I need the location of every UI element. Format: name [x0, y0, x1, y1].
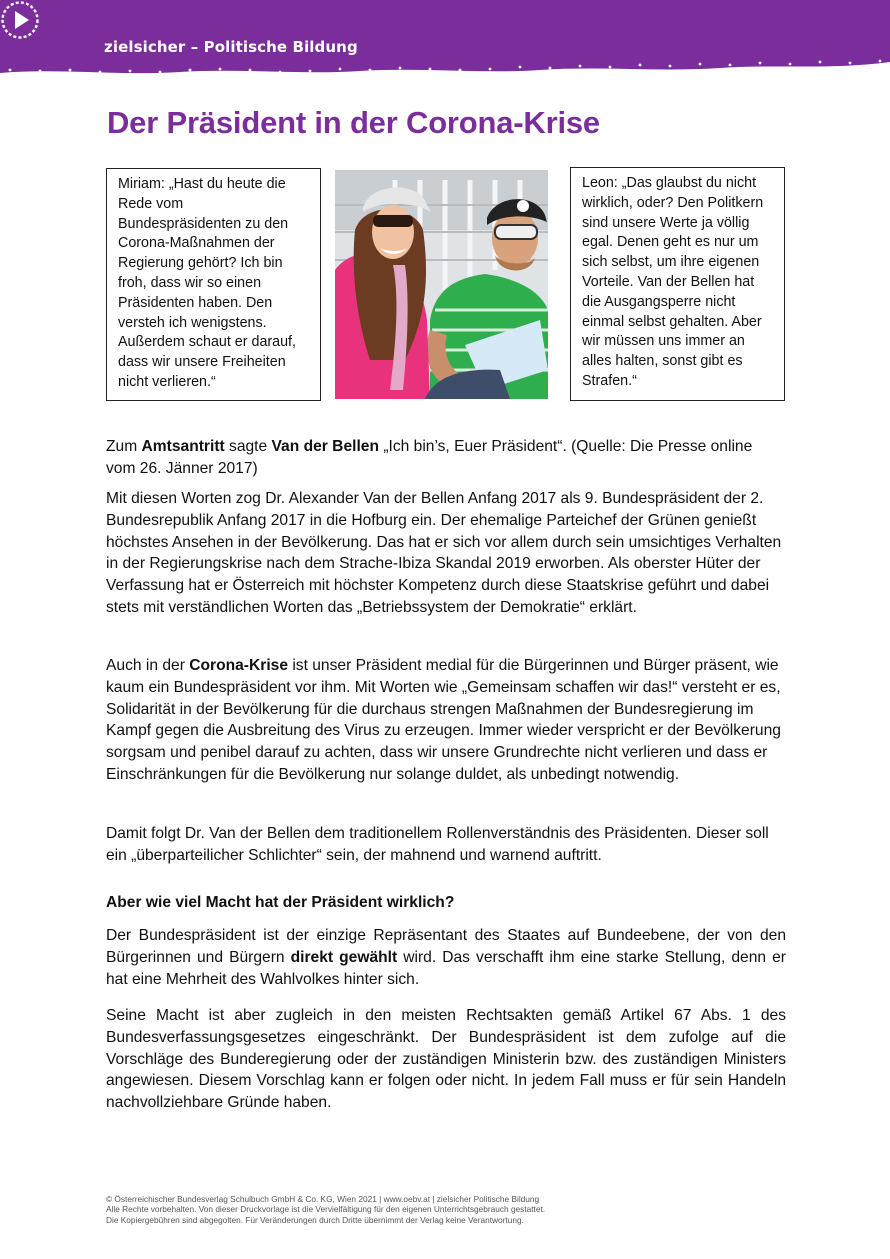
paragraph-hofburg: Mit diesen Worten zog Dr. Alexander Van der Bellen Anfang 2017 als 9. Bundespräsident der 2. Bundesrepublik Anfang 2017 in die Hofburg ein. Der ehemalige Parteichef der Grünen genießt höchstes Ansehen in der Bevölkerung. Das hat er sich vor allem durch sein umsichtiges Verhalten in der Regierungskrise nach dem Strache-Ibiza Skandal 2019 erworben. Als oberster Hüter der Verfassung hat er Österreich mit höchster Kompetenz durch diese Staatskrise geführt und dabei stets mit verständlichen Worten das „Betriebssystem der Demokratie“ erklärt.: [106, 490, 782, 616]
paragraph-intro: Zum Amtsantritt sagte Van der Bellen „Ich bin’s, Euer Präsident“. (Quelle: Die Presse online vom 26. Jänner 2017): [106, 438, 753, 477]
speech-box-miriam: Miriam: „Hast du heute die Rede vom Bundespräsidenten zu den Corona-Maßnahmen der Regierung gehört? Ich bin froh, dass wir so einen Präsidenten haben. Den versteh ich wenigstens. Außerdem schaut er darauf, dass wir unsere Freiheiten nicht verlieren.“: [106, 168, 321, 401]
paragraph-macht: Seine Macht ist aber zugleich in den meisten Rechtsakten gemäß Artikel 67 Abs. 1 des Bundesverfassungsgesetzes eingeschränkt. Der Bundespräsident ist dem zufolge auf die Vorschläge des Bunderegierung oder der zuständigen Ministerin bzw. des zuständigen Ministers angewiesen. Diesem Vorschlag kann er folgen oder nicht. In jedem Fall muss er für sein Handeln nachvollziehbare Gründe haben.: [106, 1007, 786, 1112]
paragraph-direktwahl: Der Bundespräsident ist der einzige Repräsentant des Staates auf Bundeebene, der von den Bürgerinnen und Bürgern direkt gewählt wird. Das verschafft ihm eine starke Stellung, denn er hat eine Mehrheit des Wahlvolkes hinter sich.: [106, 927, 786, 988]
students-photo: [335, 170, 548, 399]
speech-box-leon: Leon: „Das glaubst du nicht wirklich, oder? Den Politkern sind unsere Werte ja völlig egal. Denen geht es nur um sich selbst, um ihre eigenen Vorteile. Van der Bellen hat die Ausgangsperre nicht einmal selbst gehalten. Aber wir müssen uns immer an alles halten, sonst gibt es Strafen.“: [570, 167, 785, 401]
paragraph-corona: Auch in der Corona-Krise ist unser Präsident medial für die Bürgerinnen und Bürger präsent, wie kaum ein Bundespräsident vor ihm. Mit Worten wie „Gemeinsam schaffen wir das!“ versteht er es, Solidarität in der Bevölkerung für die durchaus strengen Maßnahmen der Bundesregierung im Kampf gegen die Ausbreitung des Virus zu erzeugen. Immer wieder verspricht er der Bevölkerung sorgsam und penibel darauf zu achten, dass wir unsere Grundrechte nicht verlieren und dass er Einschränkungen für die Bevölkerung nur solange duldet, als unbedingt notwendig.: [106, 657, 781, 783]
copyright-footer: [106, 1194, 545, 1225]
page-title: Der Präsident in der Corona-Krise: [107, 105, 600, 140]
footer-line-1: © Österreichischer Bundesverlag Schulbuch GmbH & Co. KG, Wien 2021 | www.oebv.at | zielsicher Politische Bildung: [106, 1194, 540, 1204]
brand-name: zielsicher – Politische Bildung: [104, 38, 358, 56]
play-logo-icon: [0, 0, 40, 40]
header-banner: [0, 0, 890, 80]
section-heading: Aber wie viel Macht hat der Präsident wirklich?: [106, 894, 455, 911]
footer-line-2: Alle Rechte vorbehalten. Von dieser Druckvorlage ist die Vervielfältigung für den eigenen Unterrichtsgebrauch gestattet.: [106, 1204, 546, 1215]
paragraph-rollenverstaendnis: Damit folgt Dr. Van der Bellen dem traditionellem Rollenverständnis des Präsidenten. Dieser soll ein „überparteilicher Schlichter“ sein, der mahnend und warnend auftritt.: [106, 825, 769, 864]
footer-line-3: Die Kopiergebühren sind abgegolten. Für Veränderungen durch Dritte übernimmt der Verlag keine Verantwortung.: [106, 1214, 524, 1225]
